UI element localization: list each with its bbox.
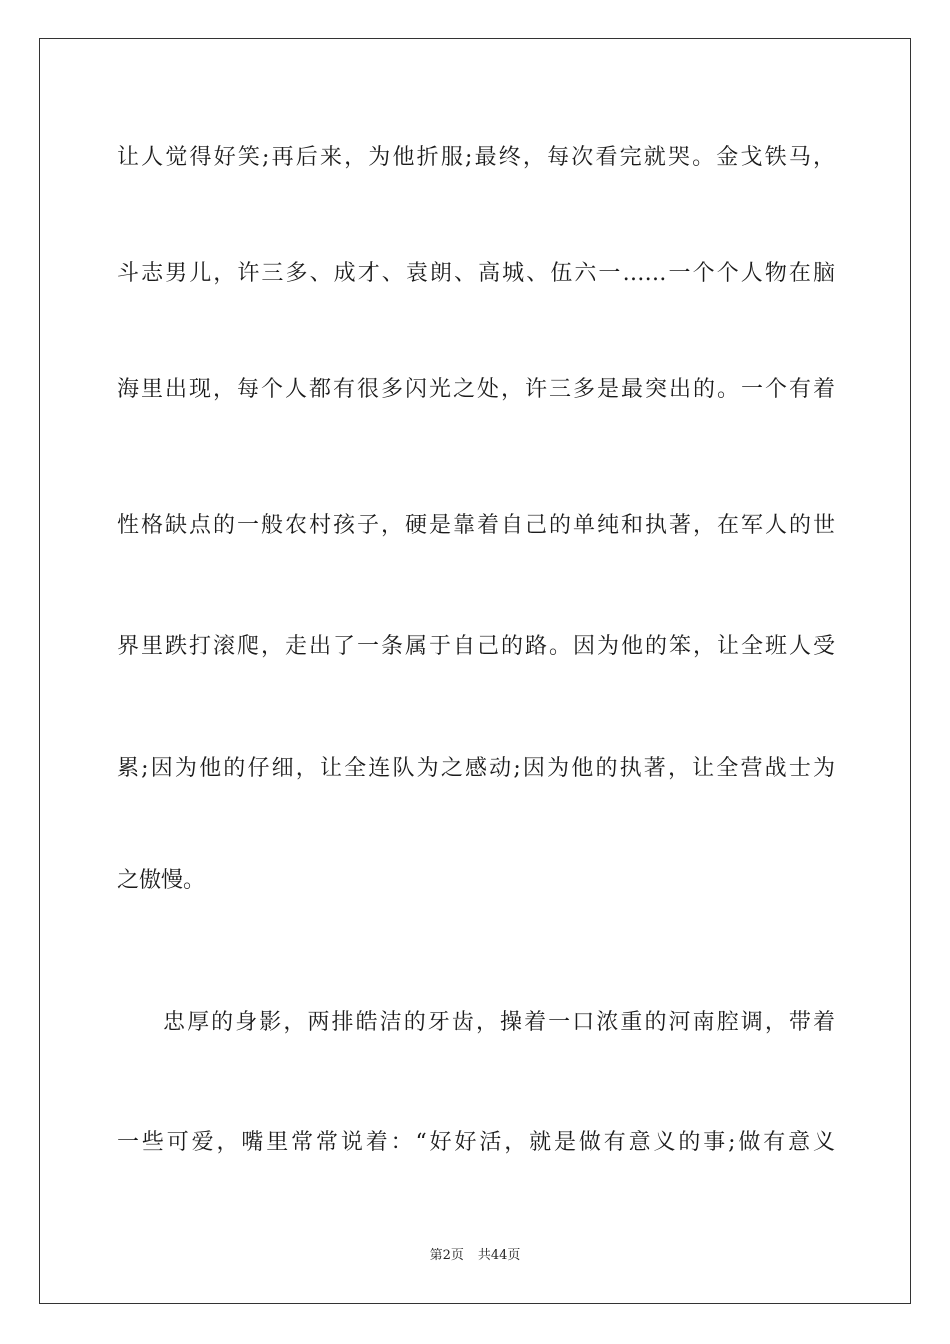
text-line: 之傲慢。 [117,868,206,893]
text-line: 性格缺点的一般农村孩子，硬是靠着自己的单纯和执著，在军人的世 [117,513,835,538]
text-line: 斗志男儿，许三多、成才、袁朗、高城、伍六一……一个个人物在脑 [117,261,835,286]
page-total: 共44页 [477,1248,521,1263]
page-border [39,38,911,1304]
text-line: 界里跌打滚爬，走出了一条属于自己的路。因为他的笨，让全班人受 [117,634,835,659]
text-line: 让人觉得好笑;再后来，为他折服;最终，每次看完就哭。金戈铁马， [117,145,835,170]
page-number: 第2页 [429,1248,464,1263]
text-line: 一些可爱，嘴里常常说着：“好好活，就是做有意义的事;做有意义 [117,1130,835,1155]
page-footer [0,1246,950,1266]
text-line: 累;因为他的仔细，让全连队为之感动;因为他的执著，让全营战士为 [117,756,835,781]
text-line: 海里出现，每个人都有很多闪光之处，许三多是最突出的。一个有着 [117,377,835,402]
text-line-indented: 忠厚的身影，两排皓洁的牙齿，操着一口浓重的河南腔调，带着 [163,1010,835,1035]
